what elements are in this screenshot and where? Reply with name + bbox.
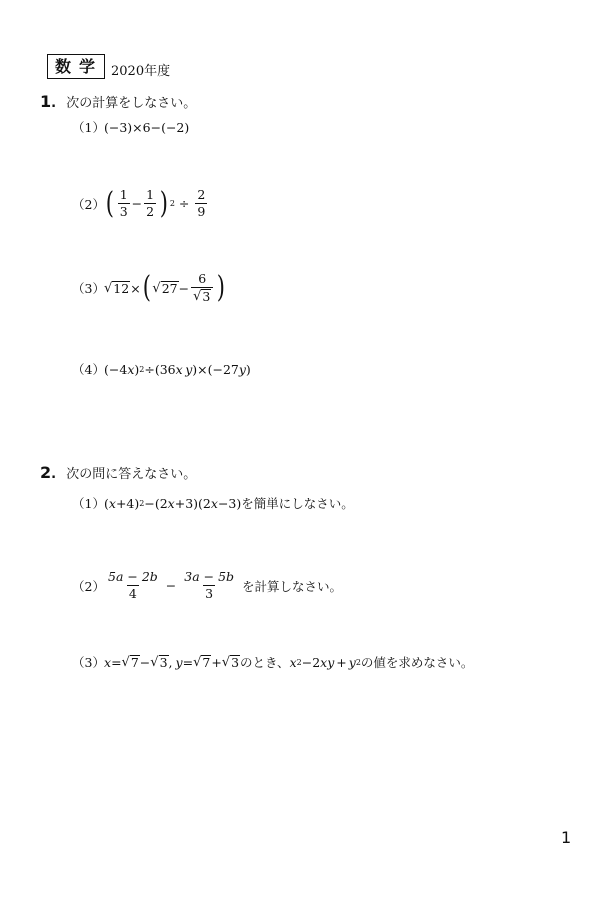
q1-item-4: （4） (−4 x ) 2 ÷(36 x y )×(−27 y ) bbox=[72, 361, 251, 377]
fraction: $\frac{5a - 2b}{4}$ bbox=[108, 569, 158, 601]
question-1-heading bbox=[40, 92, 196, 111]
fraction: $\frac{1}{2}$ bbox=[146, 187, 155, 219]
sqrt: √ 27 bbox=[152, 280, 178, 296]
question-1-number: 1. bbox=[40, 92, 57, 111]
sqrt: √ 12 bbox=[104, 280, 130, 296]
fraction: 6 √ 3 bbox=[191, 272, 213, 304]
q2-item-1: （1） ( x +4) 2 −(2 x +3)(2 x −3) を簡単にしなさい。 bbox=[72, 495, 354, 511]
q2-item-2: （2） $\frac{5a - 2b}{4}$ − $\frac{3a - 5b}{3}$ を計算しなさい。 bbox=[72, 569, 343, 601]
q2-item-3: （3） x = √ 7 − √ 3 , y = √ 7 + √ 3 のとき、 x 2 −2 xy + y 2 の値を求めなさい。 bbox=[72, 654, 474, 670]
question-2-number: 2. bbox=[40, 463, 57, 482]
exam-year: 2020年度 bbox=[111, 64, 171, 79]
q1-item-1: （1） (−3)×6−(−2) bbox=[72, 119, 190, 135]
q1-item-3: （3） √ 12 × ( √ 27 − 6 √ 3 ) bbox=[72, 270, 226, 305]
fraction: $\frac{1}{3}$ bbox=[119, 187, 128, 219]
question-1-title: 次の計算をしなさい。 bbox=[66, 96, 197, 111]
q1-item-1-expression: (−3)×6−(−2) bbox=[104, 119, 190, 135]
question-2-title: 次の問に答えなさい。 bbox=[66, 467, 197, 482]
question-2-heading bbox=[40, 463, 196, 482]
fraction: $\frac{2}{9}$ bbox=[197, 187, 206, 219]
q1-item-2: （2） ( $\frac{1}{3}$ − $\frac{1}{2}$ ) 2 ÷ $\frac{2}{9}$ bbox=[72, 185, 206, 221]
fraction: $\frac{3a - 5b}{3}$ bbox=[184, 569, 235, 601]
subject-label: 数学 bbox=[47, 54, 105, 79]
page-number: 1 bbox=[561, 828, 572, 847]
